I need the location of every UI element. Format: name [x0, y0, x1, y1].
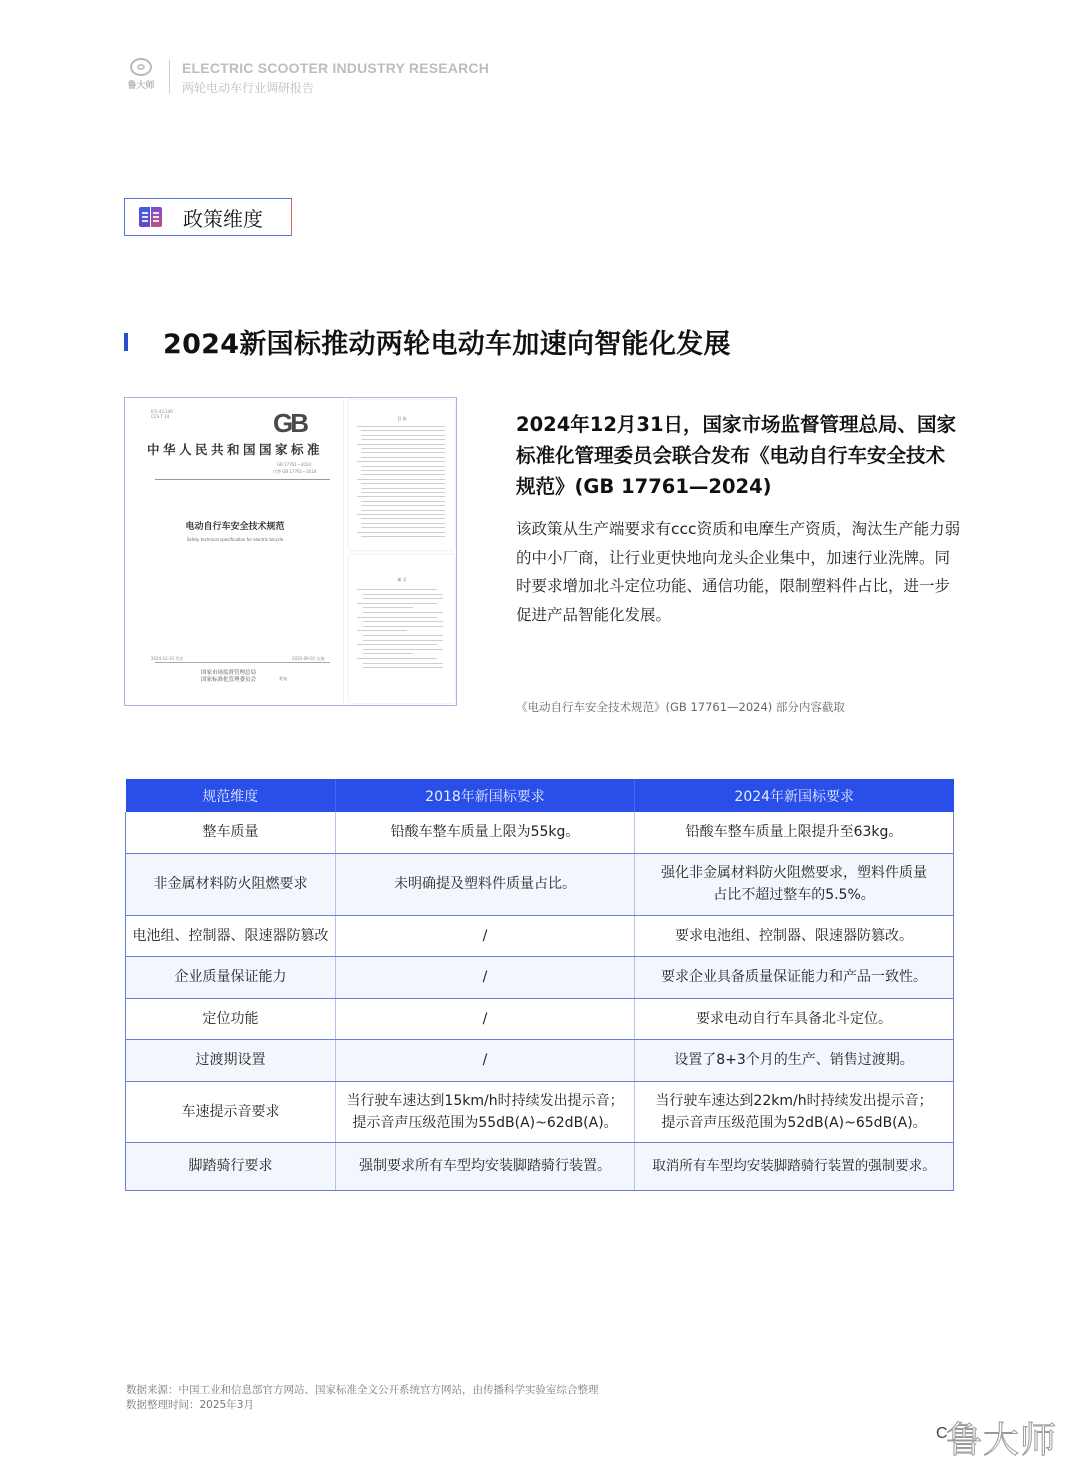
title-accent-bar [124, 333, 128, 351]
req-2018-cell: 铅酸车整车质量上限为55kg。 [336, 812, 635, 853]
book-icon [139, 207, 163, 227]
toc-line [357, 444, 445, 445]
implementation-date: 2025-09-01 实施 [292, 656, 325, 661]
toc-page [349, 400, 455, 550]
gb-logo: GB [273, 408, 306, 438]
toc-line [361, 501, 445, 502]
brand-logo-text: 鲁大师 [127, 81, 155, 91]
toc-line [357, 426, 445, 427]
toc-line [361, 527, 445, 528]
column-header: 规范维度 [126, 779, 336, 812]
issuers [201, 670, 256, 684]
foreword-line [363, 621, 443, 622]
issue-date: 2024-12-31 发布 [151, 656, 184, 661]
issuer-2: 国家标准化管理委员会 [201, 677, 257, 683]
req-2018-cell: / [336, 1039, 635, 1081]
toc-line [357, 461, 445, 462]
req-2018-cell: 强制要求所有车型均安装脚踏骑行装置。 [336, 1142, 635, 1190]
req-2018-cell: / [336, 915, 635, 956]
date-line: 数据整理时间：2025年3月 [126, 1399, 254, 1411]
req-2018-cell: / [336, 956, 635, 998]
toc-line [361, 457, 445, 458]
foreword-line [357, 658, 437, 659]
dimension-cell: 企业质量保证能力 [126, 956, 336, 998]
req-2018-cell: 当行驶车速达到15km/h时持续发出提示音；提示音声压级范围为55dB(A)~62dB(A)。 [336, 1081, 635, 1142]
foreword-line [357, 617, 437, 618]
req-2024-cell: 设置了8+3个月的生产、销售过渡期。 [635, 1039, 954, 1081]
toc-line [361, 518, 445, 519]
page-title: 2024新国标推动两轮电动车加速向智能化发展 [163, 329, 731, 360]
section-tag [124, 198, 292, 236]
foreword-line [363, 594, 443, 595]
toc-line [361, 536, 445, 537]
image-caption: 《电动自行车安全技术规范》(GB 17761—2024) 部分内容截取 [516, 700, 845, 714]
toc-line [361, 439, 445, 440]
column-header: 2024年新国标要求 [635, 779, 954, 812]
table-row [126, 1081, 954, 1142]
toc-line [357, 479, 445, 480]
req-2018-cell: 未明确提及塑料件质量占比。 [336, 853, 635, 915]
toc-line [361, 492, 445, 493]
source-line: 数据来源：中国工业和信息部官方网站、国家标准全文公开系统官方网站，由传播科学实验室综合整理 [126, 1384, 599, 1396]
foreword-heading: 前 言 [397, 577, 407, 582]
table-row [126, 956, 954, 998]
toc-line [361, 483, 445, 484]
page-number: C [936, 1425, 948, 1442]
req-2024-cell: 铅酸车整车质量上限提升至63kg。 [635, 812, 954, 853]
mascot-icon [130, 58, 152, 76]
req-2024-cell: 强化非金属材料防火阻燃要求，塑料件质量占比不超过整车的5.5%。 [635, 853, 954, 915]
standard-title-en: Safety technical specification for electric bicycle [186, 537, 284, 542]
dimension-cell: 脚踏骑行要求 [126, 1142, 336, 1190]
standard-document-image [124, 397, 457, 706]
foreword-line [357, 589, 437, 590]
standard-number: GB 17761—2024 [277, 462, 312, 467]
req-2024-cell: 要求企业具备质量保证能力和产品一致性。 [635, 956, 954, 998]
table-row [126, 915, 954, 956]
table-row [126, 1039, 954, 1081]
foreword-line [363, 653, 413, 654]
issued-label: 发布 [279, 676, 287, 681]
toc-line [361, 523, 445, 524]
document-cover: ICS 43.140 CCS T 14 GB 中华人民共和国国家标准 GB 17761—2024 代替 GB 17761—2018 电动自行车安全技术规范 Safety technical specification for electric bicycle 2024-12-31 发布 2025-09-01 实施 国家市场监督管理总局 国家标准化管理委员会 发布 [127, 400, 344, 703]
foreword-line [363, 649, 443, 650]
table-row [126, 1142, 954, 1190]
toc-line [361, 430, 445, 431]
header-title-cn: 两轮电动车行业调研报告 [182, 81, 315, 95]
foreword-line [363, 663, 443, 664]
toc-line [361, 448, 445, 449]
foreword-line [363, 626, 443, 627]
dimension-cell: 电池组、控制器、限速器防篡改 [126, 915, 336, 956]
toc-line [361, 435, 445, 436]
req-2024-cell: 要求电动自行车具备北斗定位。 [635, 998, 954, 1039]
dimension-cell: 整车质量 [126, 812, 336, 853]
foreword-page [349, 555, 455, 703]
toc-line [357, 496, 445, 497]
table-row [126, 998, 954, 1039]
dimension-cell: 定位功能 [126, 998, 336, 1039]
lead-paragraph: 2024年12月31日，国家市场监督管理总局、国家标准化管理委员会联合发布《电动自行车安全技术规范》(GB 17761—2024) [516, 413, 957, 498]
foreword-line [363, 667, 443, 668]
table-header-row [126, 779, 954, 812]
toc-line [361, 452, 445, 453]
replaces-note: 代替 GB 17761—2018 [273, 469, 317, 474]
header-divider [169, 60, 170, 94]
body-paragraph: 该政策从生产端要求有ccc资质和电摩生产资质，淘汰生产能力弱的中小厂商，让行业更快地向龙头企业集中，加速行业洗牌。同时要求增加北斗定位功能、通信功能，限制塑料件占比，进一步促进产品智能化发展。 [516, 520, 961, 624]
req-2018-cell: / [336, 998, 635, 1039]
toc-line [357, 532, 445, 533]
dimension-cell: 非金属材料防火阻燃要求 [126, 853, 336, 915]
toc-line [361, 474, 445, 475]
req-2024-cell: 取消所有车型均安装脚踏骑行装置的强制要求。 [635, 1142, 954, 1190]
dimension-cell: 车速提示音要求 [126, 1081, 336, 1142]
dimension-cell: 过渡期设置 [126, 1039, 336, 1081]
data-source [126, 1383, 599, 1413]
req-2024-cell: 要求电池组、控制器、限速器防篡改。 [635, 915, 954, 956]
toc-line [357, 514, 445, 515]
national-standard-heading: 中华人民共和国国家标准 [147, 442, 324, 457]
foreword-line [363, 598, 443, 599]
req-2024-cell: 当行驶车速达到22km/h时持续发出提示音；提示音声压级范围为52dB(A)~65dB(A)。 [635, 1081, 954, 1142]
toc-line [361, 470, 445, 471]
foreword-line [363, 635, 443, 636]
table-row [126, 812, 954, 853]
toc-line [361, 505, 445, 506]
foreword-line [357, 630, 407, 631]
watermark: 鲁大师 [946, 1420, 1058, 1461]
toc-line [361, 466, 445, 467]
toc-heading: 目 次 [397, 416, 407, 421]
comparison-table [125, 779, 954, 1191]
foreword-line [363, 612, 443, 613]
standard-title-cn: 电动自行车安全技术规范 [185, 522, 285, 532]
foreword-line [363, 607, 413, 608]
table-row [126, 853, 954, 915]
foreword-line [357, 603, 437, 604]
section-tag-label: 政策维度 [183, 206, 263, 231]
issuer-1: 国家市场监督管理总局 [201, 670, 257, 676]
toc-line [361, 488, 445, 489]
foreword-line [357, 644, 437, 645]
header-title-en: ELECTRIC SCOOTER INDUSTRY RESEARCH [182, 60, 490, 76]
column-header: 2018年新国标要求 [336, 779, 635, 812]
foreword-line [363, 640, 443, 641]
brand-logo [126, 58, 156, 98]
toc-line [361, 510, 445, 511]
